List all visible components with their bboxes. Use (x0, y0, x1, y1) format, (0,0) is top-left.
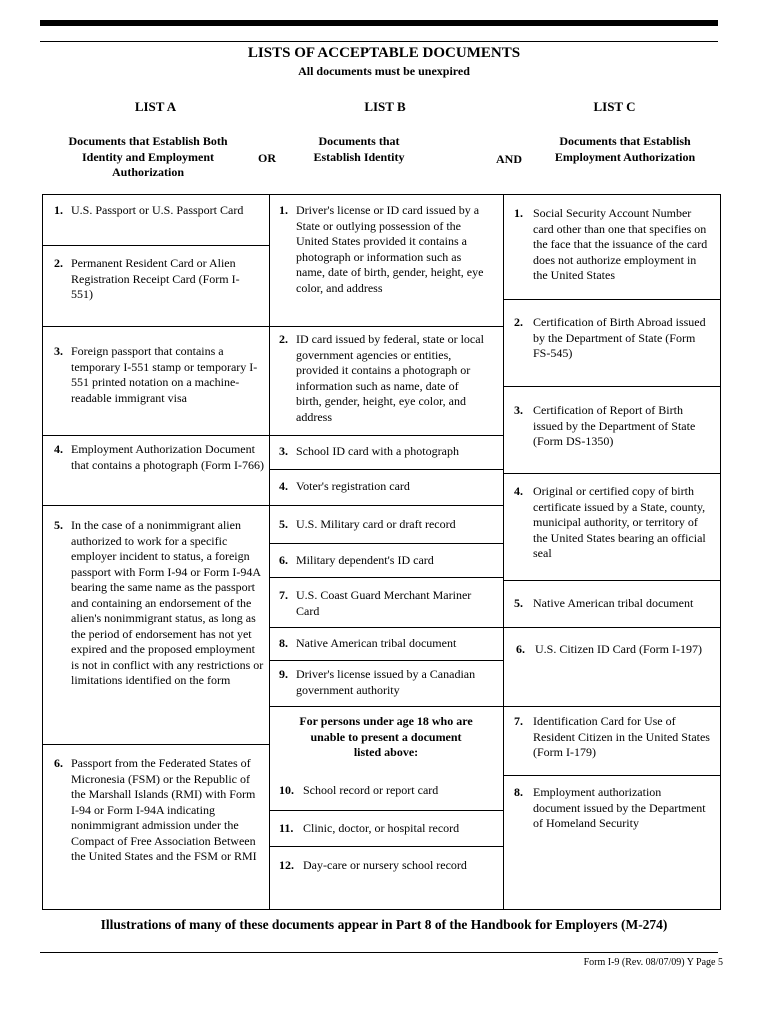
list-c-row-divider (503, 386, 721, 387)
list-c-description: Documents that Establish Employment Authorization (554, 134, 696, 164)
list-a-description: Documents that Establish Both Identity and Employment Authorization (68, 134, 228, 179)
item-number: 11. (279, 821, 294, 835)
item-number: 6. (279, 553, 288, 567)
list-c-row-divider (503, 775, 721, 776)
list-b-row-divider (269, 543, 503, 544)
list-c-item (514, 785, 710, 832)
item-text: U.S. Passport or U.S. Passport Card (71, 203, 244, 217)
item-number: 12. (279, 858, 294, 872)
list-b-item (279, 332, 485, 425)
item-text: School ID card with a photograph (296, 444, 459, 458)
item-text: Driver's license issued by a Canadian government authority (296, 667, 476, 697)
list-b-item (279, 444, 499, 460)
list-b-row-divider (269, 846, 503, 847)
item-text: Voter's registration card (296, 479, 410, 493)
list-b-item (279, 783, 499, 799)
list-c-item (514, 596, 714, 612)
item-text: Foreign passport that contains a temporary I-551 stamp or temporary I-551 printed notation on a machine-readable immigrant visa (71, 344, 258, 405)
item-text: Employment authorization document issued by the Department of Homeland Security (533, 785, 706, 830)
item-number: 5. (279, 517, 288, 531)
list-b-row-divider (269, 627, 503, 628)
list-c-row-divider (503, 299, 721, 300)
item-text: U.S. Military card or draft record (296, 517, 456, 531)
item-text: Social Security Account Number card other than one that specifies on the face that the issuance of the card does not authorize employment in the United States (533, 206, 708, 282)
list-a-row-divider (42, 326, 269, 327)
item-number: 8. (279, 636, 288, 650)
item-text: Driver's license or ID card issued by a State or outlying possession of the United States provided it contains a photograph or information such as name, date of birth, gender, height, eye color, and address (296, 203, 484, 295)
item-text: Clinic, doctor, or hospital record (303, 821, 460, 835)
top-thin-rule (40, 41, 718, 42)
list-b-item (279, 479, 499, 495)
list-b-row-divider (269, 577, 503, 578)
list-c-row-divider (503, 473, 721, 474)
list-a-item (54, 344, 264, 406)
item-number: 1. (514, 206, 523, 220)
item-number: 8. (514, 785, 523, 799)
list-b-item (279, 588, 489, 619)
item-text: U.S. Citizen ID Card (Form I-197) (535, 642, 702, 656)
list-b-row-divider (269, 706, 503, 707)
list-b-row-divider (269, 469, 503, 470)
list-a-heading: LIST A (134, 99, 177, 114)
list-a-row-divider (42, 505, 269, 506)
list-a-item (54, 518, 264, 689)
list-c-item (514, 315, 710, 362)
list-a-row-divider (42, 245, 269, 246)
item-number: 5. (514, 596, 523, 610)
list-b-item (279, 667, 489, 698)
list-a-item (54, 203, 264, 219)
list-a-row-divider (42, 435, 269, 436)
item-number: 7. (514, 714, 523, 728)
item-number: 4. (54, 442, 63, 456)
list-b-row-divider (269, 435, 503, 436)
list-a-item (54, 256, 254, 303)
item-number: 6. (516, 642, 525, 656)
item-text: Permanent Resident Card or Alien Registration Receipt Card (Form I-551) (71, 256, 240, 301)
item-number: 5. (54, 518, 63, 532)
under-18-heading: For persons under age 18 who are unable to present a document listed above: (299, 714, 473, 759)
list-c-row-divider (503, 627, 721, 628)
form-page-id: Form I-9 (Rev. 08/07/09) Y Page 5 (583, 957, 723, 968)
page-title: LISTS OF ACCEPTABLE DOCUMENTS (247, 45, 521, 61)
item-number: 2. (279, 332, 288, 346)
page-subtitle: All documents must be unexpired (298, 64, 470, 78)
item-number: 7. (279, 588, 288, 602)
item-text: ID card issued by federal, state or local government agencies or entities, provided it contains a photograph or information such as name, date of birth, gender, height, eye color, and address (296, 332, 484, 424)
item-text: School record or report card (303, 783, 439, 797)
item-number: 2. (514, 315, 523, 329)
or-conjunction: OR (258, 151, 276, 165)
list-a-row-divider (42, 744, 269, 745)
item-text: Native American tribal document (296, 636, 457, 650)
item-number: 1. (54, 203, 63, 217)
handbook-note: Illustrations of many of these documents appear in Part 8 of the Handbook for Employers (M-274) (100, 917, 668, 932)
item-number: 1. (279, 203, 288, 217)
item-text: U.S. Coast Guard Merchant Mariner Card (296, 588, 472, 618)
item-number: 3. (54, 344, 63, 358)
item-number: 4. (514, 484, 523, 498)
item-number: 3. (279, 444, 288, 458)
list-c-item (514, 403, 710, 450)
item-text: Day-care or nursery school record (303, 858, 467, 872)
list-a-item (54, 756, 266, 865)
list-a-item (54, 442, 266, 473)
item-text: In the case of a nonimmigrant alien authorized to work for a specific employer incident to status, a foreign passport with Form I-94 or Form I-94A bearing the same name as the passport and containing an endorsement of the alien's nonimmigrant status, as long as the period of endorsement has not yet expired and the proposed employment is not in conflict with any restrictions or limitations identified on the form (71, 518, 264, 687)
item-text: Identification Card for Use of Resident Citizen in the United States (Form I-179) (533, 714, 710, 759)
list-b-row-divider (269, 660, 503, 661)
item-text: Passport from the Federated States of Micronesia (FSM) or the Republic of the Marshall Islands (RMI) with Form I-94 or Form I-94A indicating nonimmigrant admission under the Compact of Free Association Between the United States and the FSM or RMI (71, 756, 257, 863)
top-thick-rule (40, 20, 718, 26)
item-number: 2. (54, 256, 63, 270)
list-c-item (514, 206, 710, 284)
list-b-item (279, 636, 499, 652)
item-text: Military dependent's ID card (296, 553, 434, 567)
item-number: 10. (279, 783, 294, 797)
item-number: 4. (279, 479, 288, 493)
item-number: 3. (514, 403, 523, 417)
item-text: Employment Authorization Document that contains a photograph (Form I-766) (71, 442, 264, 472)
footer-rule (40, 952, 718, 953)
column-divider-a-b (269, 194, 270, 910)
list-b-item (279, 203, 485, 296)
list-b-row-divider (269, 505, 503, 506)
list-b-item (279, 858, 499, 874)
list-b-row-divider (269, 810, 503, 811)
item-text: Certification of Birth Abroad issued by the Department of State (Form FS-545) (533, 315, 706, 360)
list-c-item (514, 484, 710, 562)
list-b-description: Documents that Establish Identity (313, 134, 405, 164)
list-c-row-divider (503, 706, 721, 707)
list-b-heading: LIST B (364, 99, 406, 114)
item-text: Certification of Report of Birth issued by the Department of State (Form DS-1350) (533, 403, 696, 448)
list-b-item (279, 821, 499, 837)
list-b-item (279, 517, 499, 533)
list-b-item (279, 553, 499, 569)
item-number: 6. (54, 756, 63, 770)
column-divider-b-c (503, 194, 504, 910)
list-c-heading: LIST C (593, 99, 636, 114)
list-c-item (514, 714, 710, 761)
list-c-row-divider (503, 580, 721, 581)
and-conjunction: AND (496, 152, 522, 166)
item-number: 9. (279, 667, 288, 681)
item-text: Original or certified copy of birth certificate issued by a State, county, municipal authority, or territory of the United States bearing an official seal (533, 484, 706, 560)
item-text: Native American tribal document (533, 596, 694, 610)
list-c-item (516, 642, 718, 658)
list-b-row-divider (269, 326, 503, 327)
